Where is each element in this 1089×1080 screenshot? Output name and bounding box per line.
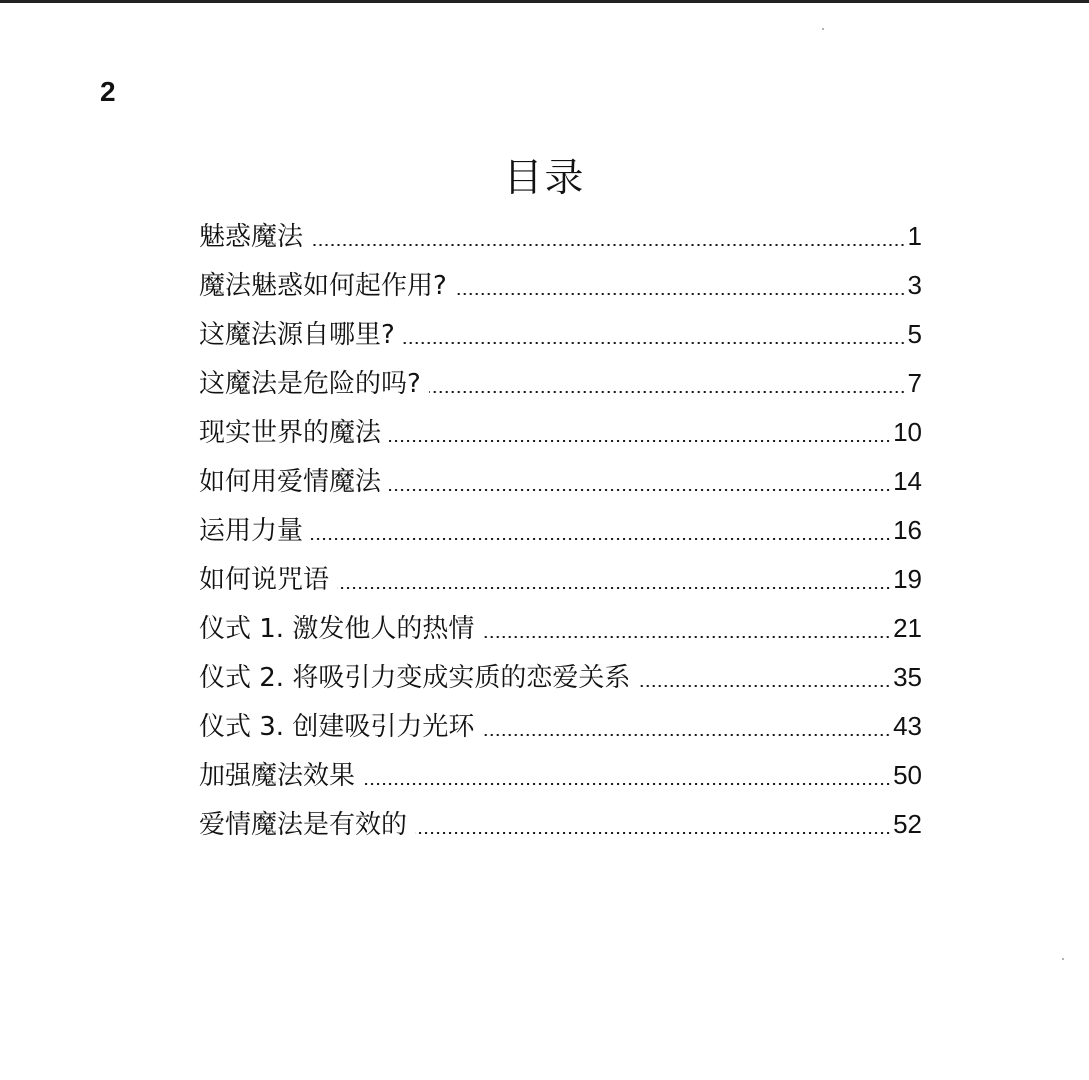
toc-dot-leader [638, 685, 891, 687]
toc-dot-leader [455, 293, 906, 295]
toc-entry [199, 212, 922, 261]
toc-entry [199, 310, 922, 359]
scan-speck [822, 28, 824, 30]
page-top-border [0, 0, 1089, 3]
toc-entry-label: 爱情魔法是有效的 [199, 810, 408, 840]
toc-entry [199, 702, 922, 751]
toc-entry-page: 43 [893, 711, 922, 741]
toc-entry [199, 800, 922, 849]
toc-entry-label: 如何用爱情魔法 [199, 467, 382, 497]
toc-dot-leader [311, 244, 906, 246]
table-of-contents [199, 212, 922, 849]
toc-dot-leader [311, 538, 891, 540]
toc-entry-page: 50 [893, 760, 922, 790]
toc-entry-page: 52 [893, 809, 922, 839]
toc-dot-leader [482, 636, 891, 638]
toc-entry-page: 5 [907, 319, 922, 349]
toc-entry [199, 604, 922, 653]
toc-entry-label: 仪式 1. 激发他人的热情 [199, 614, 475, 644]
scan-speck [1062, 958, 1064, 960]
toc-entry-label: 运用力量 [199, 516, 304, 546]
toc-entry [199, 555, 922, 604]
toc-entry-page: 14 [893, 466, 922, 496]
toc-dot-leader [363, 783, 891, 785]
toc-entry-page: 35 [893, 662, 922, 692]
toc-entry-label: 加强魔法效果 [199, 761, 356, 791]
toc-entry-label: 仪式 3. 创建吸引力光环 [199, 712, 475, 742]
toc-entry-label: 仪式 2. 将吸引力变成实质的恋爱关系 [199, 663, 631, 693]
toc-entry [199, 261, 922, 310]
toc-dot-leader [429, 391, 906, 393]
toc-entry-label: 这魔法源自哪里? [199, 320, 395, 350]
toc-entry-label: 魅惑魔法 [199, 222, 304, 252]
toc-entry-page: 19 [893, 564, 922, 594]
toc-entry-page: 1 [907, 221, 922, 251]
toc-dot-leader [389, 489, 891, 491]
toc-entry [199, 408, 922, 457]
page-number: 2 [100, 76, 116, 107]
toc-entry [199, 506, 922, 555]
toc-entry-page: 21 [893, 613, 922, 643]
toc-entry [199, 751, 922, 800]
toc-entry-page: 10 [893, 417, 922, 447]
toc-entry-label: 魔法魅惑如何起作用? [199, 271, 447, 301]
toc-entry [199, 457, 922, 506]
toc-entry-page: 7 [907, 368, 922, 398]
toc-dot-leader [403, 342, 906, 344]
toc-entry [199, 653, 922, 702]
toc-dot-leader [482, 734, 891, 736]
toc-entry-label: 现实世界的魔法 [199, 418, 382, 448]
toc-dot-leader [337, 587, 891, 589]
toc-entry-label: 这魔法是危险的吗? [199, 369, 421, 399]
toc-dot-leader [415, 832, 891, 834]
toc-title: 目录 [503, 156, 586, 201]
toc-entry-page: 3 [907, 270, 922, 300]
toc-entry-label: 如何说咒语 [199, 565, 330, 595]
toc-entry [199, 359, 922, 408]
toc-entry-page: 16 [893, 515, 922, 545]
toc-dot-leader [389, 440, 891, 442]
